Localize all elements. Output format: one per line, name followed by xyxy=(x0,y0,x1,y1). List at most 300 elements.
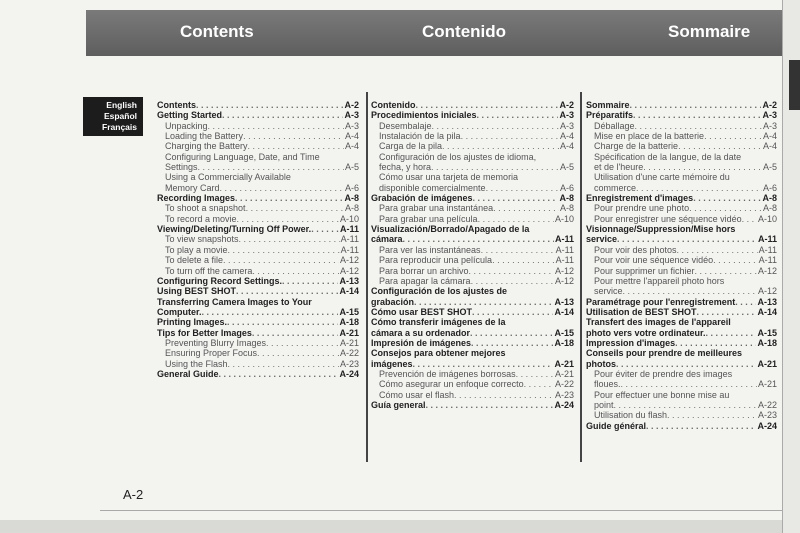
toc-entry-text: disponible comercialmente xyxy=(379,182,486,193)
toc-entry-text: Settings xyxy=(165,162,198,173)
dot-leader xyxy=(222,110,343,120)
toc-page-number: A-10 xyxy=(339,213,359,224)
toc-entry xyxy=(157,328,359,338)
toc-entry-text: Transferring Camera Images to Your xyxy=(157,296,312,307)
dot-leader xyxy=(492,255,555,265)
toc-entry-text: Cómo asegurar un enfoque correcto xyxy=(379,379,524,390)
toc-entry xyxy=(157,307,359,317)
toc-page-number: A-21 xyxy=(339,327,359,338)
toc-entry-text: Utilisation du flash xyxy=(594,410,668,421)
toc-entry-text: Carga de la pila xyxy=(379,141,443,152)
dot-leader xyxy=(646,421,756,431)
toc-entry-text: Memory Card xyxy=(165,182,220,193)
dot-leader xyxy=(461,131,559,141)
toc-page-number: A-8 xyxy=(344,193,359,204)
toc-page-number: A-10 xyxy=(554,213,574,224)
dot-leader xyxy=(198,162,344,172)
dot-leader xyxy=(243,131,344,141)
toc-entry xyxy=(586,307,777,317)
dot-leader xyxy=(469,266,554,276)
dot-leader xyxy=(621,379,757,389)
dot-leader xyxy=(630,100,762,110)
contents-column-french xyxy=(586,100,777,431)
title-english: Contents xyxy=(180,22,254,41)
dot-leader xyxy=(616,359,756,369)
toc-page-number: A-14 xyxy=(339,286,359,297)
toc-entry xyxy=(586,338,777,348)
toc-page-number: A-11 xyxy=(758,244,777,255)
toc-page-number: A-10 xyxy=(757,213,777,224)
toc-page-number: A-22 xyxy=(757,399,777,410)
toc-entry xyxy=(371,297,574,307)
toc-entry xyxy=(586,255,777,265)
toc-page-number: A-11 xyxy=(757,234,777,245)
toc-entry xyxy=(586,410,777,420)
toc-entry-line xyxy=(371,286,574,296)
dot-leader xyxy=(675,338,756,348)
toc-page-number: A-18 xyxy=(339,317,359,328)
toc-entry xyxy=(157,348,359,358)
toc-page-number: A-15 xyxy=(757,327,777,338)
toc-entry xyxy=(157,110,359,120)
toc-entry-text: point xyxy=(594,399,614,410)
toc-page-number: A-12 xyxy=(339,255,359,266)
column-divider xyxy=(580,92,582,462)
toc-entry-line xyxy=(586,390,777,400)
dot-leader xyxy=(248,141,344,151)
toc-entry-text: Loading the Battery xyxy=(165,131,244,142)
toc-entry xyxy=(586,141,777,151)
dot-leader xyxy=(223,255,339,265)
toc-entry-text: Configuración de los ajustes de xyxy=(371,286,508,297)
toc-entry xyxy=(157,234,359,244)
toc-page-number: A-12 xyxy=(757,286,777,297)
toc-entry-text: Configuring Record Settings. xyxy=(157,275,282,286)
dot-leader xyxy=(413,359,554,369)
toc-entry-line xyxy=(586,152,777,162)
toc-page-number: A-8 xyxy=(762,203,777,214)
toc-entry-line xyxy=(586,348,777,358)
toc-page-number: A-21 xyxy=(757,379,777,390)
toc-page-number: A-4 xyxy=(344,131,359,142)
toc-entry-text: commerce xyxy=(594,182,637,193)
toc-entry xyxy=(157,162,359,172)
toc-entry xyxy=(371,121,574,131)
toc-entry-text: Visualización/Borrado/Apagado de la xyxy=(371,224,530,235)
toc-entry xyxy=(157,193,359,203)
toc-entry xyxy=(371,400,574,410)
dot-leader xyxy=(486,183,559,193)
toc-entry-text: Pour effectuer une bonne mise au xyxy=(594,389,730,400)
toc-entry xyxy=(586,203,777,213)
toc-page-number: A-11 xyxy=(555,244,574,255)
language-spanish: Español xyxy=(103,111,137,121)
toc-page-number: A-8 xyxy=(559,203,574,214)
toc-entry-text: Impression d'images xyxy=(586,337,676,348)
toc-entry-line xyxy=(371,152,574,162)
toc-entry xyxy=(371,193,574,203)
toc-entry-line xyxy=(157,172,359,182)
toc-page-number: A-11 xyxy=(758,255,777,266)
toc-entry xyxy=(586,121,777,131)
dot-leader xyxy=(693,193,761,203)
toc-entry-text: To record a movie xyxy=(165,213,237,224)
toc-entry xyxy=(586,110,777,120)
toc-entry xyxy=(371,110,574,120)
dot-leader xyxy=(257,348,339,358)
toc-entry-text: Configuring Language, Date, and Time xyxy=(165,151,320,162)
toc-entry-text: Para grabar una película xyxy=(379,213,478,224)
toc-entry-line xyxy=(586,172,777,182)
toc-entry-text: Prevención de imágenes borrosas xyxy=(379,368,516,379)
toc-entry-line xyxy=(371,348,574,358)
toc-entry-text: Using the Flash xyxy=(165,358,228,369)
toc-entry xyxy=(371,276,574,286)
toc-page-number: A-21 xyxy=(554,368,574,379)
toc-page-number: A-4 xyxy=(559,131,574,142)
toc-entry-text: Charge de la batterie xyxy=(594,141,679,152)
toc-entry-text: photos xyxy=(586,358,616,369)
toc-page-number: A-8 xyxy=(344,203,359,214)
dot-leader xyxy=(311,224,339,234)
toc-entry xyxy=(586,328,777,338)
toc-page-number: A-3 xyxy=(344,120,359,131)
toc-entry-text: To turn off the camera xyxy=(165,265,253,276)
toc-entry xyxy=(157,255,359,265)
toc-entry-text: Cómo transferir imágenes de la xyxy=(371,317,506,328)
dot-leader xyxy=(235,193,343,203)
toc-entry xyxy=(371,338,574,348)
toc-entry-text: Recording Images xyxy=(157,193,236,204)
dot-leader xyxy=(228,245,340,255)
toc-page-number: A-11 xyxy=(555,255,574,266)
dot-leader xyxy=(414,297,553,307)
dot-leader xyxy=(633,110,761,120)
toc-entry-text: cámara xyxy=(371,234,403,245)
toc-page-number: A-11 xyxy=(340,244,359,255)
toc-page-number: A-13 xyxy=(339,275,359,286)
contents-column-spanish xyxy=(371,100,574,410)
dot-leader xyxy=(697,307,757,317)
dot-leader xyxy=(678,141,762,151)
dot-leader xyxy=(237,214,339,224)
toc-entry xyxy=(371,307,574,317)
toc-entry xyxy=(157,100,359,110)
toc-entry-text: Visionnage/Suppression/Mise hors xyxy=(586,224,736,235)
toc-entry xyxy=(371,234,574,244)
toc-page-number: A-13 xyxy=(757,296,777,307)
dot-leader xyxy=(478,214,554,224)
toc-entry-text: Guía general xyxy=(371,399,426,410)
toc-entry xyxy=(586,245,777,255)
title-french: Sommaire xyxy=(668,22,751,41)
toc-entry xyxy=(371,369,574,379)
toc-entry-text: Contents xyxy=(157,100,196,110)
toc-entry xyxy=(371,266,574,276)
toc-entry-text: Charging the Battery xyxy=(165,141,248,152)
toc-entry-text: Guide général xyxy=(586,420,647,431)
toc-page-number: A-3 xyxy=(762,120,777,131)
page-number: A-2 xyxy=(123,487,144,502)
toc-entry-text: To shoot a snapshot xyxy=(165,203,246,214)
toc-entry-text: Pour prendre une photo xyxy=(594,203,690,214)
toc-page-number: A-15 xyxy=(554,327,574,338)
toc-entry xyxy=(586,266,777,276)
toc-entry-text: Desembalaje xyxy=(379,120,432,131)
toc-entry-text: To delete a file xyxy=(165,255,224,266)
dot-leader xyxy=(252,266,339,276)
toc-page-number: A-22 xyxy=(554,379,574,390)
toc-entry-text: Tips for Better Images xyxy=(157,327,252,338)
toc-page-number: A-3 xyxy=(762,110,777,121)
dot-leader xyxy=(643,162,762,172)
toc-page-number: A-23 xyxy=(757,410,777,421)
toc-entry-line xyxy=(586,224,777,234)
toc-entry-text: Pour voir une séquence vidéo xyxy=(594,255,714,266)
dot-leader xyxy=(432,121,559,131)
toc-entry-text: Sommaire xyxy=(586,100,630,110)
toc-entry xyxy=(371,203,574,213)
toc-page-number: A-6 xyxy=(762,182,777,193)
toc-entry xyxy=(371,131,574,141)
dot-leader xyxy=(196,100,343,110)
toc-page-number: A-21 xyxy=(757,358,777,369)
toc-entry xyxy=(586,234,777,244)
toc-entry-text: Préparatifs xyxy=(586,110,634,121)
toc-page-number: A-21 xyxy=(339,337,359,348)
toc-entry xyxy=(157,121,359,131)
toc-entry-text: Pour mettre l'appareil photo hors xyxy=(594,275,725,286)
toc-page-number: A-14 xyxy=(757,306,777,317)
dot-leader xyxy=(228,359,339,369)
toc-page-number: A-23 xyxy=(554,389,574,400)
toc-page-number: A-18 xyxy=(757,337,777,348)
dot-leader xyxy=(614,400,757,410)
dot-leader xyxy=(477,110,559,120)
dot-leader xyxy=(246,203,344,213)
dot-leader xyxy=(471,338,553,348)
toc-entry-text: Grabación de imágenes xyxy=(371,193,473,204)
toc-entry-line xyxy=(157,297,359,307)
toc-entry xyxy=(586,131,777,141)
language-french: Français xyxy=(102,122,137,132)
toc-page-number: A-24 xyxy=(554,399,574,410)
toc-page-number: A-13 xyxy=(554,296,574,307)
dot-leader xyxy=(706,328,757,338)
dot-leader xyxy=(236,286,338,296)
toc-entry xyxy=(586,100,777,110)
dot-leader xyxy=(742,214,757,224)
toc-entry xyxy=(157,286,359,296)
toc-entry xyxy=(371,255,574,265)
dot-leader xyxy=(471,276,554,286)
toc-page-number: A-24 xyxy=(339,368,359,379)
toc-entry-line xyxy=(586,317,777,327)
adjacent-page-edge xyxy=(782,0,800,533)
toc-entry-text: Mise en place de la batterie xyxy=(594,131,705,142)
toc-entry xyxy=(371,245,574,255)
dot-leader xyxy=(735,297,756,307)
dot-leader xyxy=(704,131,762,141)
toc-entry-line xyxy=(371,317,574,327)
toc-entry xyxy=(586,162,777,172)
toc-entry-text: cámara a su ordenador xyxy=(371,327,471,338)
toc-entry xyxy=(157,276,359,286)
toc-page-number: A-11 xyxy=(340,234,359,245)
toc-entry-text: Conseils pour prendre de meilleures xyxy=(586,348,743,359)
toc-entry xyxy=(371,328,574,338)
dot-leader xyxy=(219,369,339,379)
language-tab xyxy=(83,97,143,136)
dot-leader xyxy=(426,400,554,410)
toc-entry-text: Viewing/Deleting/Turning Off Power. xyxy=(157,224,312,235)
toc-page-number: A-3 xyxy=(559,120,574,131)
toc-page-number: A-4 xyxy=(762,131,777,142)
dot-leader xyxy=(636,183,762,193)
toc-entry-text: grabación xyxy=(371,296,415,307)
toc-entry-text: Impresión de imágenes xyxy=(371,337,472,348)
contents-column-english xyxy=(157,100,359,379)
toc-entry xyxy=(586,297,777,307)
toc-entry xyxy=(586,214,777,224)
toc-entry-line xyxy=(371,224,574,234)
toc-entry-text: Cómo usar BEST SHOT xyxy=(371,306,473,317)
toc-entry-text: floues. xyxy=(594,379,621,390)
toc-page-number: A-11 xyxy=(339,224,359,235)
toc-entry-text: Cómo usar una tarjeta de memoria xyxy=(379,172,519,183)
toc-entry-text: Transfert des images de l'appareil xyxy=(586,317,731,328)
toc-page-number: A-4 xyxy=(762,141,777,152)
toc-page-number: A-3 xyxy=(344,110,359,121)
dot-leader xyxy=(472,307,553,317)
toc-entry xyxy=(586,286,777,296)
toc-entry xyxy=(586,183,777,193)
dot-leader xyxy=(470,328,553,338)
toc-page-number: A-6 xyxy=(344,182,359,193)
toc-entry-text: Para reproducir una película xyxy=(379,255,493,266)
dot-leader xyxy=(617,234,757,244)
toc-entry-text: photo vers votre ordinateur. xyxy=(586,327,706,338)
toc-entry xyxy=(157,338,359,348)
toc-entry xyxy=(371,359,574,369)
toc-entry-text: imágenes xyxy=(371,358,413,369)
toc-entry xyxy=(586,400,777,410)
toc-entry xyxy=(586,193,777,203)
toc-entry-line xyxy=(157,152,359,162)
toc-entry-text: Pour enregistrer une séquence vidéo xyxy=(594,213,742,224)
toc-page-number: A-8 xyxy=(762,193,777,204)
toc-page-number: A-12 xyxy=(339,265,359,276)
toc-entry-text: Printing Images. xyxy=(157,317,228,328)
dot-leader xyxy=(481,245,555,255)
toc-page-number: A-12 xyxy=(554,265,574,276)
toc-entry xyxy=(371,100,574,110)
toc-entry-text: et de l'heure xyxy=(594,162,644,173)
toc-entry xyxy=(157,317,359,327)
toc-entry-line xyxy=(586,369,777,379)
dot-leader xyxy=(202,307,339,317)
toc-entry-text: To view snapshots xyxy=(165,234,239,245)
toc-entry-text: Unpacking xyxy=(165,120,208,131)
toc-entry-text: Pour éviter de prendre des images xyxy=(594,368,733,379)
dot-leader xyxy=(252,328,339,338)
toc-entry xyxy=(586,379,777,389)
toc-entry-text: Utilisation de BEST SHOT xyxy=(586,306,697,317)
toc-entry-text: Preventing Blurry Images xyxy=(165,337,267,348)
toc-entry xyxy=(371,162,574,172)
dot-leader xyxy=(431,162,559,172)
toc-page-number: A-2 xyxy=(762,100,777,110)
toc-entry-text: To play a movie xyxy=(165,244,228,255)
toc-page-number: A-5 xyxy=(344,162,359,173)
dot-leader xyxy=(667,410,757,420)
toc-entry-text: Configuración de los ajustes de idioma, xyxy=(379,151,537,162)
toc-entry-text: Para grabar una instantánea xyxy=(379,203,494,214)
toc-entry xyxy=(157,224,359,234)
toc-entry-text: Contenido xyxy=(371,100,416,110)
dot-leader xyxy=(635,121,762,131)
toc-page-number: A-15 xyxy=(339,306,359,317)
toc-entry xyxy=(371,183,574,193)
toc-entry-line xyxy=(371,172,574,182)
toc-entry-line xyxy=(586,276,777,286)
dot-leader xyxy=(677,245,758,255)
dot-leader xyxy=(623,286,757,296)
dot-leader xyxy=(695,266,757,276)
dot-leader xyxy=(227,317,338,327)
toc-entry xyxy=(371,379,574,389)
toc-page-number: A-5 xyxy=(762,162,777,173)
toc-page-number: A-23 xyxy=(339,358,359,369)
toc-entry xyxy=(157,131,359,141)
toc-entry-text: Déballage xyxy=(594,120,635,131)
toc-entry-text: Procedimientos iniciales xyxy=(371,110,477,121)
toc-entry-text: Para apagar la cámara xyxy=(379,275,471,286)
toc-entry-text: Para borrar un archivo xyxy=(379,265,469,276)
dot-leader xyxy=(220,183,344,193)
dot-leader xyxy=(266,338,339,348)
toc-page-number: A-22 xyxy=(339,348,359,359)
toc-page-number: A-14 xyxy=(554,306,574,317)
toc-page-number: A-5 xyxy=(559,162,574,173)
toc-entry-text: Cómo usar el flash xyxy=(379,389,455,400)
toc-page-number: A-24 xyxy=(757,420,777,431)
toc-entry xyxy=(157,245,359,255)
dot-leader xyxy=(493,203,559,213)
toc-entry xyxy=(371,214,574,224)
toc-entry-text: service xyxy=(586,234,618,245)
toc-entry xyxy=(157,359,359,369)
toc-entry-text: fecha, y hora xyxy=(379,162,432,173)
toc-entry xyxy=(157,266,359,276)
header-bar xyxy=(86,10,782,56)
adjacent-tab xyxy=(789,60,800,110)
toc-entry-text: service xyxy=(594,286,623,297)
dot-leader xyxy=(473,193,559,203)
toc-page-number: A-12 xyxy=(757,265,777,276)
dot-leader xyxy=(524,379,554,389)
toc-page-number: A-2 xyxy=(344,100,359,110)
dot-leader xyxy=(689,203,762,213)
toc-page-number: A-21 xyxy=(554,358,574,369)
title-spanish: Contenido xyxy=(422,22,507,41)
toc-entry xyxy=(371,141,574,151)
toc-entry xyxy=(586,359,777,369)
toc-entry-text: Enregistrement d'images xyxy=(586,193,694,204)
toc-entry-text: Computer. xyxy=(157,306,202,317)
language-english: English xyxy=(106,100,137,110)
toc-page-number: A-4 xyxy=(559,141,574,152)
